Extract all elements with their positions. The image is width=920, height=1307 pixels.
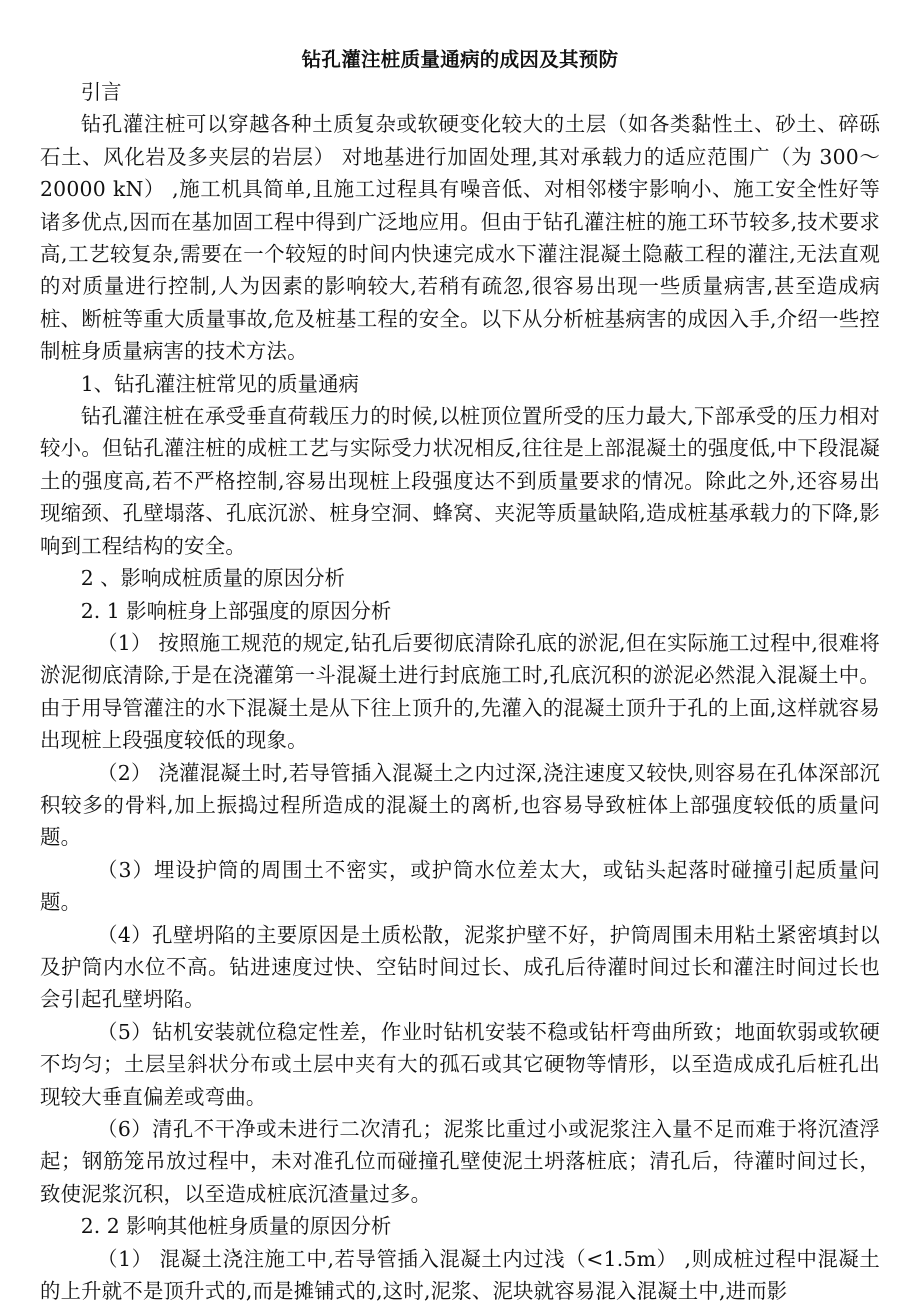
- section-2-heading: 2 、影响成桩质量的原因分析: [80, 566, 345, 591]
- section-2-1-item-5: （5）钻机安装就位稳定性差，作业时钻机安装不稳或钻杆弯曲所致；地面软弱或软硬不均匀；土层呈斜状分布或土层中夹有大的孤石或其它硬物等情形，以至造成成孔后桩孔出现较大垂直偏差或弯曲。: [40, 1019, 880, 1109]
- section-2-1-item-4: （4）孔壁坍陷的主要原因是土质松散，泥浆护壁不好，护筒周围未用粘土紧密填封以及护筒内水位不高。钻进速度过快、空钻时间过长、成孔后待灌时间过长和灌注时间过长也会引起孔壁坍陷。: [40, 922, 880, 1012]
- section-2-1-heading: 2. 1 影响桩身上部强度的原因分析: [80, 598, 392, 623]
- section-2-2-heading: 2. 2 影响其他桩身质量的原因分析: [80, 1214, 392, 1239]
- section-2-1-item-2: （2） 浇灌混凝土时,若导管插入混凝土之内过深,浇注速度又较快,则容易在孔体深部沉积较多的骨料,加上振捣过程所造成的混凝土的离析,也容易导致桩体上部强度较低的质量问题。: [40, 760, 880, 850]
- section-2-1-item-6: （6）清孔不干净或未进行二次清孔；泥浆比重过小或泥浆注入量不足而难于将沉渣浮起；钢筋笼吊放过程中，未对准孔位而碰撞孔壁使泥土坍落桩底；清孔后，待灌时间过长，致使泥浆沉积，以至造成桩底沉渣量过多。: [40, 1117, 880, 1206]
- document-title: 钻孔灌注桩质量通病的成因及其预防: [301, 48, 619, 71]
- intro-heading: 引言: [80, 80, 122, 104]
- section-2-1-item-1: （1） 按照施工规范的规定,钻孔后要彻底清除孔底的淤泥,但在实际施工过程中,很难将淤泥彻底清除,于是在浇灌第一斗混凝土进行封底施工时,孔底沉积的淤泥必然混入混凝土中。由于用导管灌注的水下混凝土是从下往上顶升的,先灌入的混凝土顶升于孔的上面,这样就容易出现桩上段强度较低的现象。: [40, 630, 880, 753]
- document-page: [40, 0, 880, 1302]
- section-2-2-item-1: （1） 混凝土浇注施工中,若导管插入混凝土内过浅（<1.5m） ,则成桩过程中混凝土的上升就不是顶升式的,而是摊铺式的,这时,泥浆、泥块就容易混入混凝土中,进而影: [40, 1246, 880, 1304]
- section-1-heading: 1、钻孔灌注桩常见的质量通病: [80, 371, 359, 396]
- section-1-paragraph: 钻孔灌注桩在承受垂直荷载压力的时候,以桩顶位置所受的压力最大,下部承受的压力相对较小。但钻孔灌注桩的成桩工艺与实际受力状况相反,往往是上部混凝土的强度低,中下段混凝土的强度高,若不严格控制,容易出现桩上段强度达不到质量要求的情况。除此之外,还容易出现缩颈、孔壁塌落、孔底沉淤、桩身空洞、蜂窝、夹泥等质量缺陷,造成桩基承载力的下降,影响到工程结构的安全。: [40, 404, 880, 558]
- intro-paragraph: 钻孔灌注桩可以穿越各种土质复杂或软硬变化较大的土层（如各类黏性土、砂土、碎砾石土、风化岩及多夹层的岩层） 对地基进行加固处理,其对承载力的适应范围广（为 300～20000 kN） ,施工机具简单,且施工过程具有噪音低、对相邻楼宇影响小、施工安全性好等诸多优点,因而在基加固工程中得到广泛地应用。但由于钻孔灌注桩的施工环节较多,技术要求高,工艺较复杂,需要在一个较短的时间内快速完成水下灌注混凝土隐蔽工程的灌注,无法直观的对质量进行控制,人为因素的影响较大,若稍有疏忽,很容易出现一些质量病害,甚至造成病桩、断桩等重大质量事故,危及桩基工程的安全。以下从分析桩基病害的成因入手,介绍一些控制桩身质量病害的技术方法。: [40, 112, 880, 364]
- section-2-1-item-3: （3）埋设护筒的周围土不密实，或护筒水位差太大，或钻头起落时碰撞引起质量问题。: [40, 857, 880, 915]
